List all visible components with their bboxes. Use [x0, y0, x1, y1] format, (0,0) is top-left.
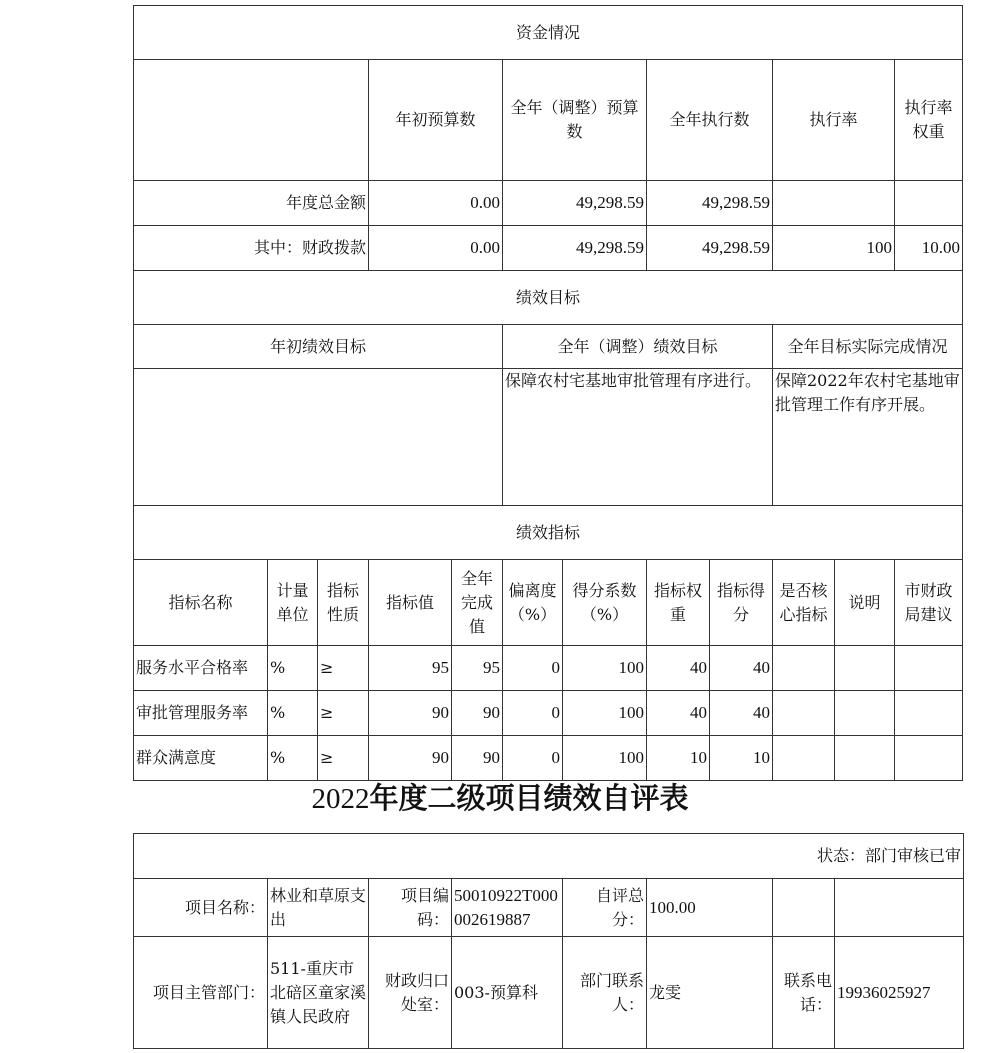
goal-actual-text: 保障2022年农村宅基地审批管理工作有序开展。 — [773, 369, 963, 506]
indicator-advice — [895, 736, 963, 781]
table-row — [134, 691, 963, 736]
performance-table — [133, 5, 963, 781]
goal-header-adjusted: 全年（调整）绩效目标 — [503, 325, 773, 369]
fund-header-initial: 年初预算数 — [369, 60, 503, 181]
indicator-header: 市财政局建议 — [895, 560, 963, 646]
indicator-advice — [895, 691, 963, 736]
fund-section-title: 资金情况 — [134, 6, 963, 60]
fund-header-executed: 全年执行数 — [647, 60, 773, 181]
score-value: 100.00 — [647, 879, 773, 937]
dept-value: 511-重庆市北碚区童家溪镇人民政府 — [268, 937, 369, 1049]
self-evaluation-table — [133, 833, 964, 1049]
fund-row-adjusted: 49,298.59 — [503, 181, 647, 226]
indicator-header: 是否核心指标 — [773, 560, 835, 646]
fund-row-rate — [773, 181, 895, 226]
fund-header-rate: 执行率 — [773, 60, 895, 181]
indicator-nature: ≥ — [318, 691, 369, 736]
finance-value: 003-预算科 — [452, 937, 563, 1049]
fund-row-executed: 49,298.59 — [647, 181, 773, 226]
indicator-score: 40 — [710, 691, 773, 736]
fund-row-initial: 0.00 — [369, 181, 503, 226]
phone-label: 联系电话： — [773, 937, 835, 1049]
phone-value: 19936025927 — [835, 937, 964, 1049]
indicator-done: 90 — [452, 736, 503, 781]
page-title — [0, 778, 1000, 819]
fund-header-adjusted: 全年（调整）预算数 — [503, 60, 647, 181]
indicator-core — [773, 736, 835, 781]
indicator-advice — [895, 646, 963, 691]
indicator-value: 95 — [369, 646, 452, 691]
fund-header-weight: 执行率权重 — [895, 60, 963, 181]
indicator-score: 10 — [710, 736, 773, 781]
dept-label: 项目主管部门： — [134, 937, 268, 1049]
indicator-weight: 40 — [647, 691, 710, 736]
contact-label: 部门联系人： — [563, 937, 647, 1049]
finance-label: 财政归口处室： — [369, 937, 452, 1049]
indicator-header: 说明 — [835, 560, 895, 646]
indicator-done: 95 — [452, 646, 503, 691]
indicator-coefficient: 100 — [563, 646, 647, 691]
indicator-unit: % — [268, 646, 318, 691]
score-label: 自评总分： — [563, 879, 647, 937]
indicator-deviation: 0 — [503, 646, 563, 691]
indicator-unit: % — [268, 736, 318, 781]
project-code: 50010922T000002619887 — [452, 879, 563, 937]
indicator-header: 指标名称 — [134, 560, 268, 646]
indicator-note — [835, 646, 895, 691]
goal-initial-text — [134, 369, 503, 506]
goal-header-actual: 全年目标实际完成情况 — [773, 325, 963, 369]
project-code-label: 项目编码： — [369, 879, 452, 937]
indicator-deviation: 0 — [503, 691, 563, 736]
title-text: 年度二级项目绩效自评表 — [369, 781, 689, 815]
indicator-header: 得分系数（%） — [563, 560, 647, 646]
title-year: 2022 — [311, 783, 370, 815]
status-badge: 状态：部门审核已审 — [134, 834, 964, 879]
blank-cell — [835, 879, 964, 937]
project-name-label: 项目名称： — [134, 879, 268, 937]
indicator-header: 全年完成值 — [452, 560, 503, 646]
indicator-header: 偏离度（%） — [503, 560, 563, 646]
fund-row-initial: 0.00 — [369, 226, 503, 271]
indicator-core — [773, 646, 835, 691]
fund-row-label: 年度总金额 — [134, 181, 369, 226]
fund-header-blank — [134, 60, 369, 181]
indicator-score: 40 — [710, 646, 773, 691]
indicator-name: 服务水平合格率 — [134, 646, 268, 691]
fund-row-adjusted: 49,298.59 — [503, 226, 647, 271]
indicator-value: 90 — [369, 736, 452, 781]
indicator-core — [773, 691, 835, 736]
indicator-name: 群众满意度 — [134, 736, 268, 781]
indicator-header: 指标值 — [369, 560, 452, 646]
goal-header-initial: 年初绩效目标 — [134, 325, 503, 369]
project-name: 林业和草原支出 — [268, 879, 369, 937]
indicator-coefficient: 100 — [563, 691, 647, 736]
table-row — [134, 646, 963, 691]
fund-row-weight — [895, 181, 963, 226]
indicator-header: 指标权重 — [647, 560, 710, 646]
indicator-weight: 10 — [647, 736, 710, 781]
blank-cell — [773, 879, 835, 937]
indicator-coefficient: 100 — [563, 736, 647, 781]
fund-row-label: 其中：财政拨款 — [134, 226, 369, 271]
contact-value: 龙雯 — [647, 937, 773, 1049]
fund-row-rate: 100 — [773, 226, 895, 271]
indicator-note — [835, 691, 895, 736]
indicator-done: 90 — [452, 691, 503, 736]
table-row — [134, 736, 963, 781]
goal-section-title: 绩效目标 — [134, 271, 963, 325]
indicator-weight: 40 — [647, 646, 710, 691]
indicator-name: 审批管理服务率 — [134, 691, 268, 736]
indicator-unit: % — [268, 691, 318, 736]
fund-row-weight: 10.00 — [895, 226, 963, 271]
indicator-value: 90 — [369, 691, 452, 736]
indicator-section-title: 绩效指标 — [134, 506, 963, 560]
indicator-deviation: 0 — [503, 736, 563, 781]
indicator-header: 指标得分 — [710, 560, 773, 646]
indicator-nature: ≥ — [318, 646, 369, 691]
indicator-nature: ≥ — [318, 736, 369, 781]
fund-row-executed: 49,298.59 — [647, 226, 773, 271]
indicator-header: 指标性质 — [318, 560, 369, 646]
indicator-note — [835, 736, 895, 781]
indicator-header: 计量单位 — [268, 560, 318, 646]
goal-adjusted-text: 保障农村宅基地审批管理有序进行。 — [503, 369, 773, 506]
